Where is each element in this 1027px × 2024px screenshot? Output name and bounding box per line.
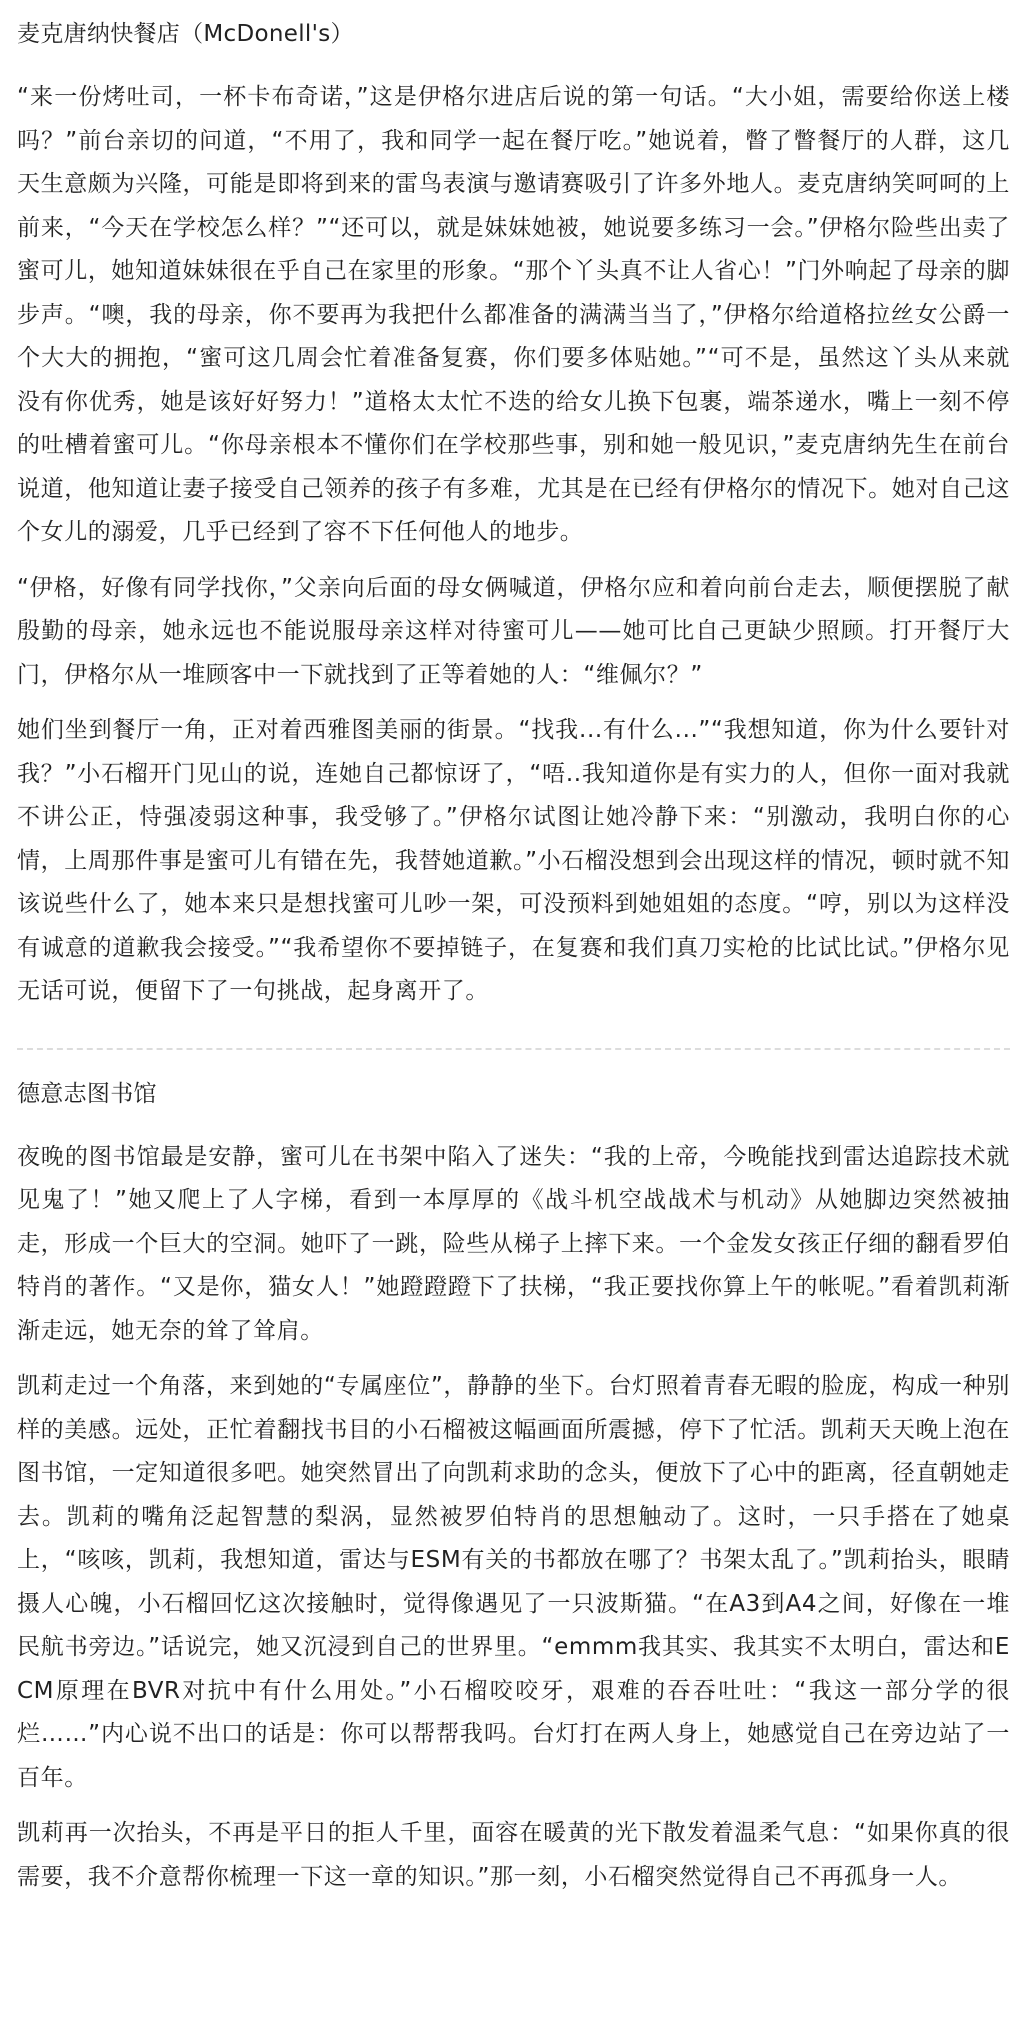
paragraph: 凯莉再一次抬头，不再是平日的拒人千里，面容在暖黄的光下散发着温柔气息：“如果你真的很需要，我不介意帮你梳理一下这一章的知识。”那一刻，小石榴突然觉得自己不再孤身一人。	[17, 1820, 1010, 1890]
section-divider	[17, 1048, 1010, 1050]
paragraph: 她们坐到餐厅一角，正对着西雅图美丽的街景。“找我...有什么...”“我想知道，你为什么要针对我？”小石榴开门见山的说，连她自己都惊讶了，“唔..我知道你是有实力的人，但你一面对我就不讲公正，恃强凌弱这种事，我受够了。”伊格尔试图让她冷静下来：“别激动，我明白你的心情，上周那件事是蜜可儿有错在先，我替她道歉。”小石榴没想到会出现这样的情况，顿时就不知该说些什么了，她本来只是想找蜜可儿吵一架，可没预料到她姐姐的态度。“哼，别以为这样没有诚意的道歉我会接受。”“我希望你不要掉链子，在复赛和我们真刀实枪的比试比试。”伊格尔见无话可说，便留下了一句挑战，起身离开了。	[17, 717, 1010, 1004]
paragraph: “伊格，好像有同学找你，”父亲向后面的母女俩喊道，伊格尔应和着向前台走去，顺便摆脱了献殷勤的母亲，她永远也不能说服母亲这样对待蜜可儿——她可比自己更缺少照顾。打开餐厅大门，伊格尔从一堆顾客中一下就找到了正等着她的人：“维佩尔？”	[17, 574, 1010, 688]
section-library	[17, 1078, 1010, 1900]
section-mcdonalds	[17, 18, 1010, 1014]
paragraph: “来一份烤吐司，一杯卡布奇诺，”这是伊格尔进店后说的第一句话。“大小姐，需要给你送上楼吗？”前台亲切的问道，“不用了，我和同学一起在餐厅吃。”她说着，瞥了瞥餐厅的人群，这几天生意颇为兴隆，可能是即将到来的雷鸟表演与邀请赛吸引了许多外地人。麦克唐纳笑呵呵的上前来，“今天在学校怎么样？”“还可以，就是妹妹她被，她说要多练习一会。”伊格尔险些出卖了蜜可儿，她知道妹妹很在乎自己在家里的形象。“那个丫头真不让人省心！”门外响起了母亲的脚步声。“噢，我的母亲，你不要再为我把什么都准备的满满当当了，”伊格尔给道格拉丝女公爵一个大大的拥抱，“蜜可这几周会忙着准备复赛，你们要多体贴她。”“可不是，虽然这丫头从来就没有你优秀，她是该好好努力！”道格太太忙不迭的给女儿换下包裹，端茶递水，嘴上一刻不停的吐槽着蜜可儿。“你母亲根本不懂你们在学校那些事，别和她一般见识，”麦克唐纳先生在前台说道，他知道让妻子接受自己领养的孩子有多难，尤其是在已经有伊格尔的情况下。她对自己这个女儿的溺爱，几乎已经到了容不下任何他人的地步。	[17, 84, 1010, 545]
paragraph: 凯莉走过一个角落，来到她的“专属座位”，静静的坐下。台灯照着青春无暇的脸庞，构成一种别样的美感。远处，正忙着翻找书目的小石榴被这幅画面所震撼，停下了忙活。凯莉天天晚上泡在图书馆，一定知道很多吧。她突然冒出了向凯莉求助的念头，便放下了心中的距离，径直朝她走去。凯莉的嘴角泛起智慧的梨涡，显然被罗伯特肖的思想触动了。这时，一只手搭在了她桌上，“咳咳，凯莉，我想知道，雷达与ESM有关的书都放在哪了？书架太乱了。”凯莉抬头，眼睛摄人心魄，小石榴回忆这次接触时，觉得像遇见了一只波斯猫。“在A3到A4之间，好像在一堆民航书旁边。”话说完，她又沉浸到自己的世界里。“emmm我其实、我其实不太明白，雷达和ECM原理在BVR对抗中有什么用处。”小石榴咬咬牙，艰难的吞吞吐吐：“我这一部分学的很烂……”内心说不出口的话是：你可以帮帮我吗。台灯打在两人身上，她感觉自己在旁边站了一百年。	[17, 1373, 1010, 1791]
paragraph: 夜晚的图书馆最是安静，蜜可儿在书架中陷入了迷失：“我的上帝，今晚能找到雷达追踪技术就见鬼了！”她又爬上了人字梯，看到一本厚厚的《战斗机空战战术与机动》从她脚边突然被抽走，形成一个巨大的空洞。她吓了一跳，险些从梯子上摔下来。一个金发女孩正仔细的翻看罗伯特肖的著作。“又是你，猫女人！”她蹬蹬蹬下了扶梯，“我正要找你算上午的帐呢。”看着凯莉渐渐走远，她无奈的耸了耸肩。	[17, 1143, 1010, 1344]
section-title: 麦克唐纳快餐店（McDonell's）	[17, 21, 354, 47]
section-title: 德意志图书馆	[17, 1080, 157, 1107]
